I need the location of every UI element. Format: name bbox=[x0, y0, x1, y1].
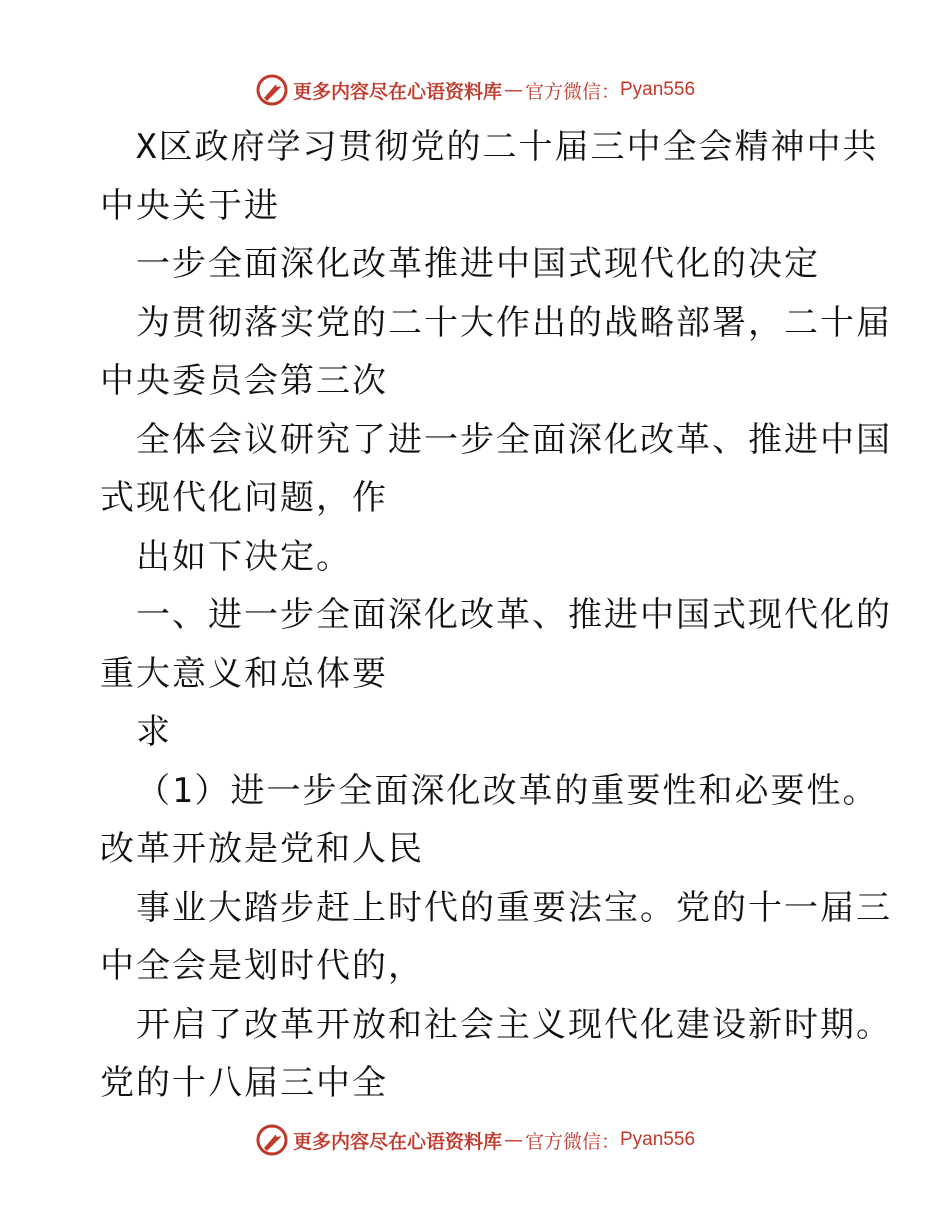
document-line: （1）进一步全面深化改革的重要性和必要性。 bbox=[136, 770, 879, 811]
watermark-wechat-label: 官方微信： bbox=[524, 1130, 620, 1153]
watermark-brand: 更多内容尽在心语资料库 bbox=[292, 1130, 502, 1153]
pen-nib-seal-icon bbox=[255, 1123, 289, 1157]
document-body bbox=[100, 118, 892, 1113]
document-line: 一、进一步全面深化改革、推进中国式现代化的 bbox=[136, 595, 892, 635]
document-line: 一步全面深化改革推进中国式现代化的决定 bbox=[136, 244, 820, 284]
document-line: 开启了改革开放和社会主义现代化建设新时期。 bbox=[136, 1004, 892, 1045]
watermark-separator: — bbox=[503, 1129, 523, 1151]
document-line: 求 bbox=[136, 712, 172, 752]
document-line: 中央关于进 bbox=[100, 185, 280, 226]
watermark-wechat-id: Pyan556 bbox=[620, 1129, 696, 1150]
pen-nib-seal-icon bbox=[255, 73, 289, 107]
document-line: 全体会议研究了进一步全面深化改革、推进中国 bbox=[136, 419, 892, 460]
document-line: 为贯彻落实党的二十大作出的战略部署，二十届 bbox=[136, 302, 892, 343]
document-line: X区政府学习贯彻党的二十届三中全会精神中共 bbox=[136, 127, 879, 167]
watermark-wechat-id: Pyan556 bbox=[620, 79, 696, 100]
document-line: 中央委员会第三次 bbox=[100, 361, 388, 401]
watermark-footer bbox=[0, 1120, 950, 1160]
document-line: 事业大踏步赶上时代的重要法宝。党的十一届三 bbox=[136, 887, 892, 928]
document-line: 重大意义和总体要 bbox=[100, 653, 388, 694]
watermark-wechat-label: 官方微信： bbox=[524, 80, 620, 103]
document-line: 出如下决定。 bbox=[136, 536, 352, 577]
document-line: 中全会是划时代的， bbox=[100, 946, 424, 986]
watermark-header bbox=[0, 70, 950, 110]
document-line: 改革开放是党和人民 bbox=[100, 829, 424, 869]
document-line: 党的十八届三中全 bbox=[100, 1063, 388, 1103]
watermark-separator: — bbox=[503, 79, 523, 101]
watermark-brand: 更多内容尽在心语资料库 bbox=[292, 80, 502, 103]
document-line: 式现代化问题，作 bbox=[100, 478, 388, 518]
